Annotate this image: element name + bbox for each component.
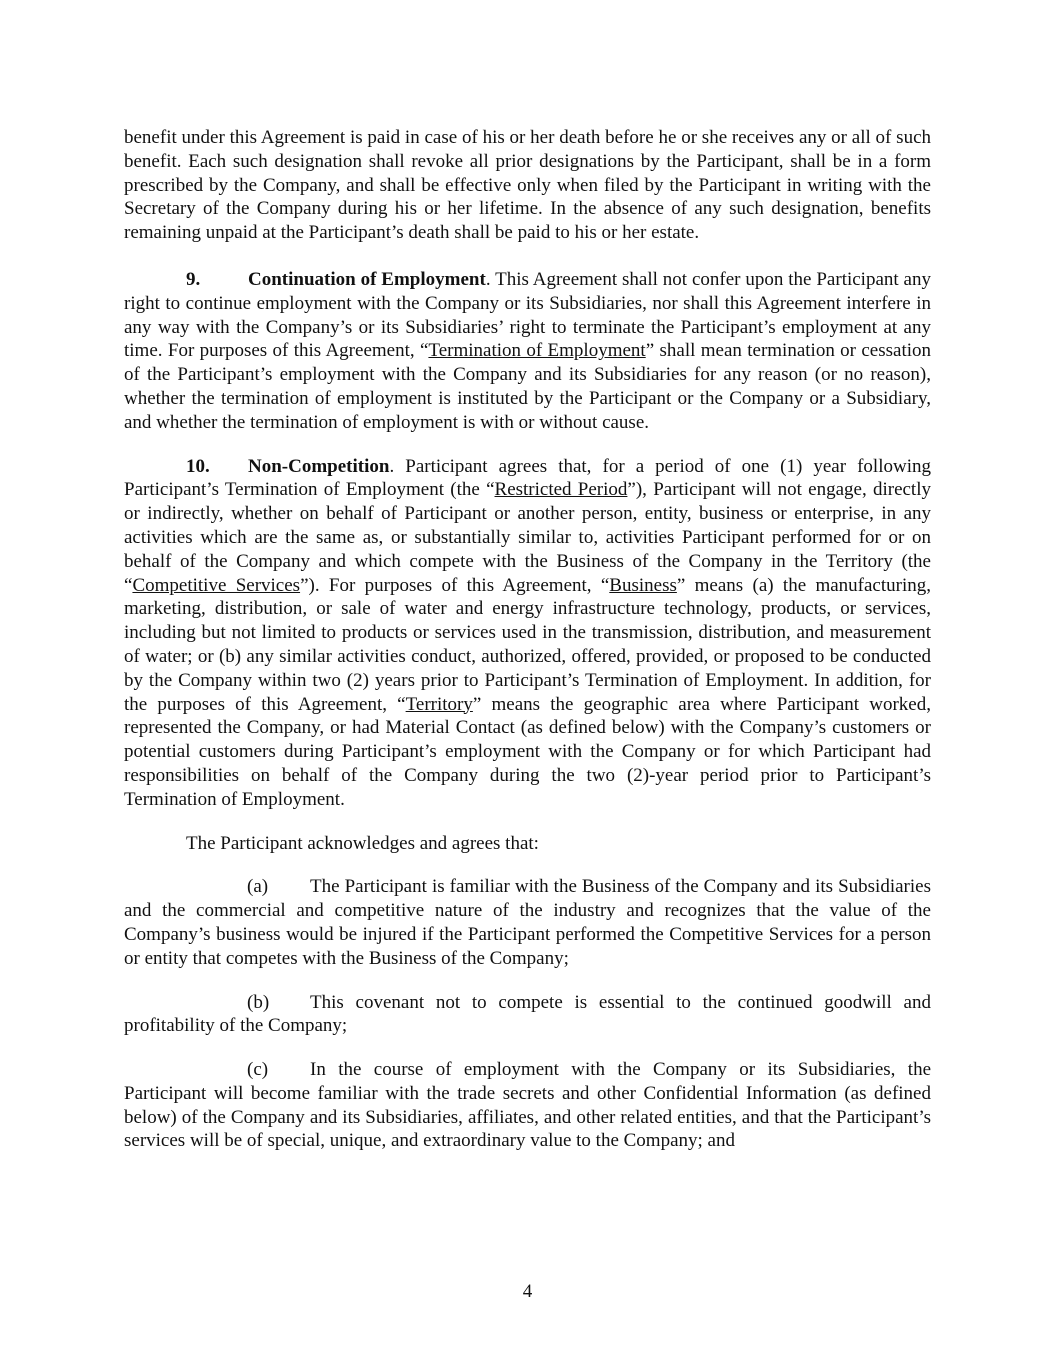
item-label: (b)	[247, 991, 270, 1013]
section-10-paragraph	[124, 455, 931, 812]
section-10-text-3: ”). For purposes of this Agreement, “	[300, 574, 610, 596]
item-label: (a)	[247, 876, 269, 898]
section-9-text-1: . This Agreement shall not confer upon the Participant any right to continue employment with the Company or its Subsidiaries, nor shall this Agreement interfere in any way with the Company’s or its Subsidiaries’ right to terminate the Participant’s employment at any time. For purposes of this Agreement, “	[124, 268, 931, 362]
acknowledgement-item-c	[124, 1058, 931, 1153]
continuation-paragraph: benefit under this Agreement is paid in case of his or her death before he or she receives any or all of such benefit. Each such designation shall revoke all prior designations by the Participant, shall be in a form prescribed by the Company, and shall be effective only when filed by the Participant in writing with the Secretary of the Company during his or her lifetime. In the absence of any such designation, benefits remaining unpaid at the Participant’s death shall be paid to his or her estate.	[124, 127, 931, 244]
page-number: 4	[522, 1281, 533, 1302]
item-text: This covenant not to compete is essential to the continued goodwill and profitability of the Company;	[124, 991, 931, 1037]
acknowledgement-intro: The Participant acknowledges and agrees that:	[186, 832, 539, 854]
section-10-text-2: ”), Participant will not engage, directly or indirectly, whether on behalf of Participant or another person, entity, business or enterprise, in any activities which are the same as, or substantially similar to, activities Participant performed for or on behalf of the Company and which compete with the Business of the Company in the Territory (the “	[124, 479, 931, 596]
defined-term-business: Business	[609, 574, 677, 596]
defined-term-termination-of-employment: Termination of Employment	[428, 340, 646, 362]
section-9-number: 9.	[186, 268, 201, 290]
item-label: (c)	[247, 1059, 269, 1081]
defined-term-territory: Territory	[405, 693, 473, 715]
section-9-text-2: ” shall mean termination or cessation of the Participant’s employment with the Company and its Subsidiaries for any reason (or no reason), whether the termination of employment is instituted by the Participant or the Company or a Subsidiary, and whether the termination of employment is with or without cause.	[124, 340, 931, 433]
defined-term-restricted-period: Restricted Period	[494, 479, 628, 501]
section-10-text-4: ” means (a) the manufacturing, marketing, distribution, or sale of water and energy infrastructure technology, products, or services, including but not limited to products or services used in the transmission, distribution, and measurement of water; or (b) any similar activities conduct, authorized, offered, provided, or proposed to be conducted by the Company within two (2) years prior to Participant’s Termination of Employment. In addition, for the purposes of this Agreement, “	[124, 574, 931, 715]
acknowledgement-item-b	[124, 991, 931, 1039]
acknowledgement-item-a	[124, 875, 931, 970]
section-9-paragraph	[124, 268, 931, 435]
defined-term-competitive-services: Competitive Services	[132, 574, 301, 596]
section-9-heading: Continuation of Employment	[248, 268, 486, 290]
item-text: In the course of employment with the Company or its Subsidiaries, the Participant will become familiar with the trade secrets and other Confidential Information (as defined below) of the Company and its Subsidiaries, affiliates, and other related entities, and that the Participant’s services will be of special, unique, and extraordinary value to the Company; and	[124, 1059, 931, 1152]
section-10-text-5: ” means the geographic area where Participant worked, represented the Company, or had Material Contact (as defined below) with the Company’s customers or potential customers during Participant’s employment with the Company or for which Participant had responsibilities on behalf of the Company during the two (2)-year period prior to Participant’s Termination of Employment.	[124, 693, 931, 810]
item-text: The Participant is familiar with the Business of the Company and its Subsidiaries and the commercial and competitive nature of the industry and recognizes that the value of the Company’s business would be injured if the Participant performed the Competitive Services for a person or entity that competes with the Business of the Company;	[124, 876, 931, 969]
document-page	[124, 126, 931, 1153]
section-10-heading: Non-Competition	[248, 455, 390, 477]
section-10-number: 10.	[186, 455, 210, 477]
section-10-text-1: . Participant agrees that, for a period of one (1) year following Participant’s Termination of Employment (the “	[124, 455, 931, 501]
